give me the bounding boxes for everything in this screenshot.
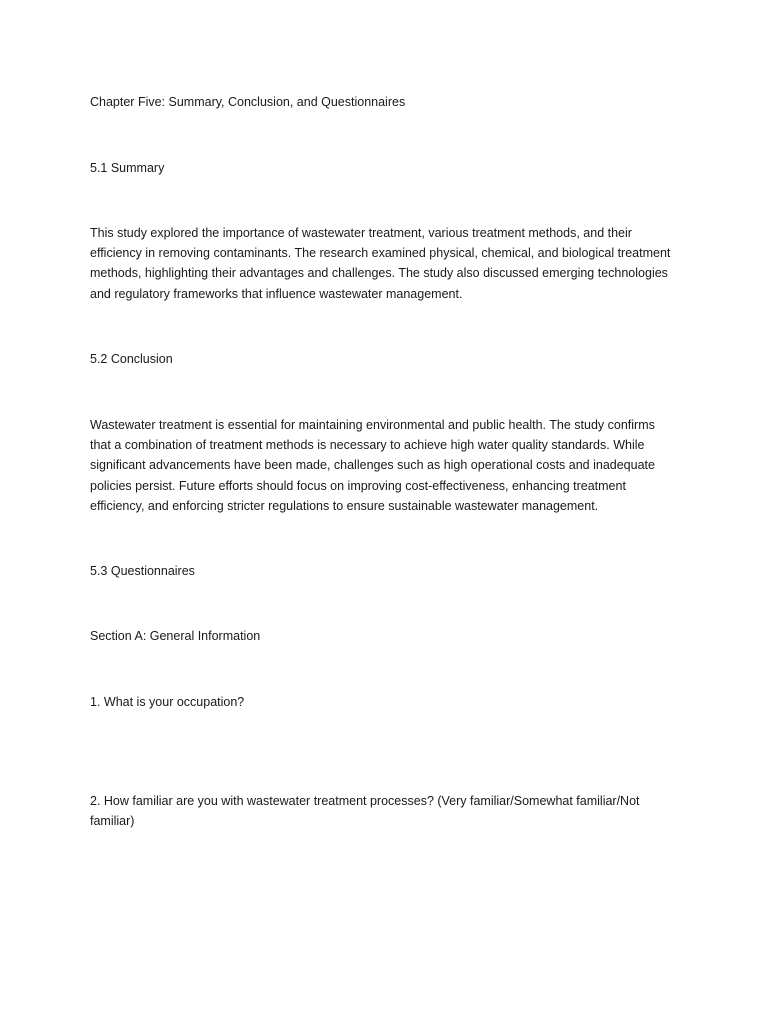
section-a-heading: Section A: General Information xyxy=(90,629,261,643)
questionnaires-heading: 5.3 Questionnaires xyxy=(90,564,195,578)
chapter-title: Chapter Five: Summary, Conclusion, and Questionnaires xyxy=(90,95,406,109)
question-2: 2. How familiar are you with wastewater treatment processes? (Very familiar/Somewhat familiar/Not familiar) xyxy=(90,794,640,829)
summary-heading: 5.1 Summary xyxy=(90,161,165,175)
summary-paragraph: This study explored the importance of wastewater treatment, various treatment methods, and their efficiency in removing contaminants. The research examined physical, chemical, and biological treatment methods, highlighting their advantages and challenges. The study also discussed emerging technologies and regulatory frameworks that influence wastewater management. xyxy=(90,226,671,301)
question-1: 1. What is your occupation? xyxy=(90,695,245,709)
conclusion-heading: 5.2 Conclusion xyxy=(90,352,173,366)
conclusion-paragraph: Wastewater treatment is essential for maintaining environmental and public health. The study confirms that a combination of treatment methods is necessary to achieve high water quality standards. While significant advancements have been made, challenges such as high operational costs and inadequate policies persist. Future efforts should focus on improving cost-effectiveness, enhancing treatment efficiency, and enforcing stricter regulations to ensure sustainable wastewater management. xyxy=(90,418,655,513)
